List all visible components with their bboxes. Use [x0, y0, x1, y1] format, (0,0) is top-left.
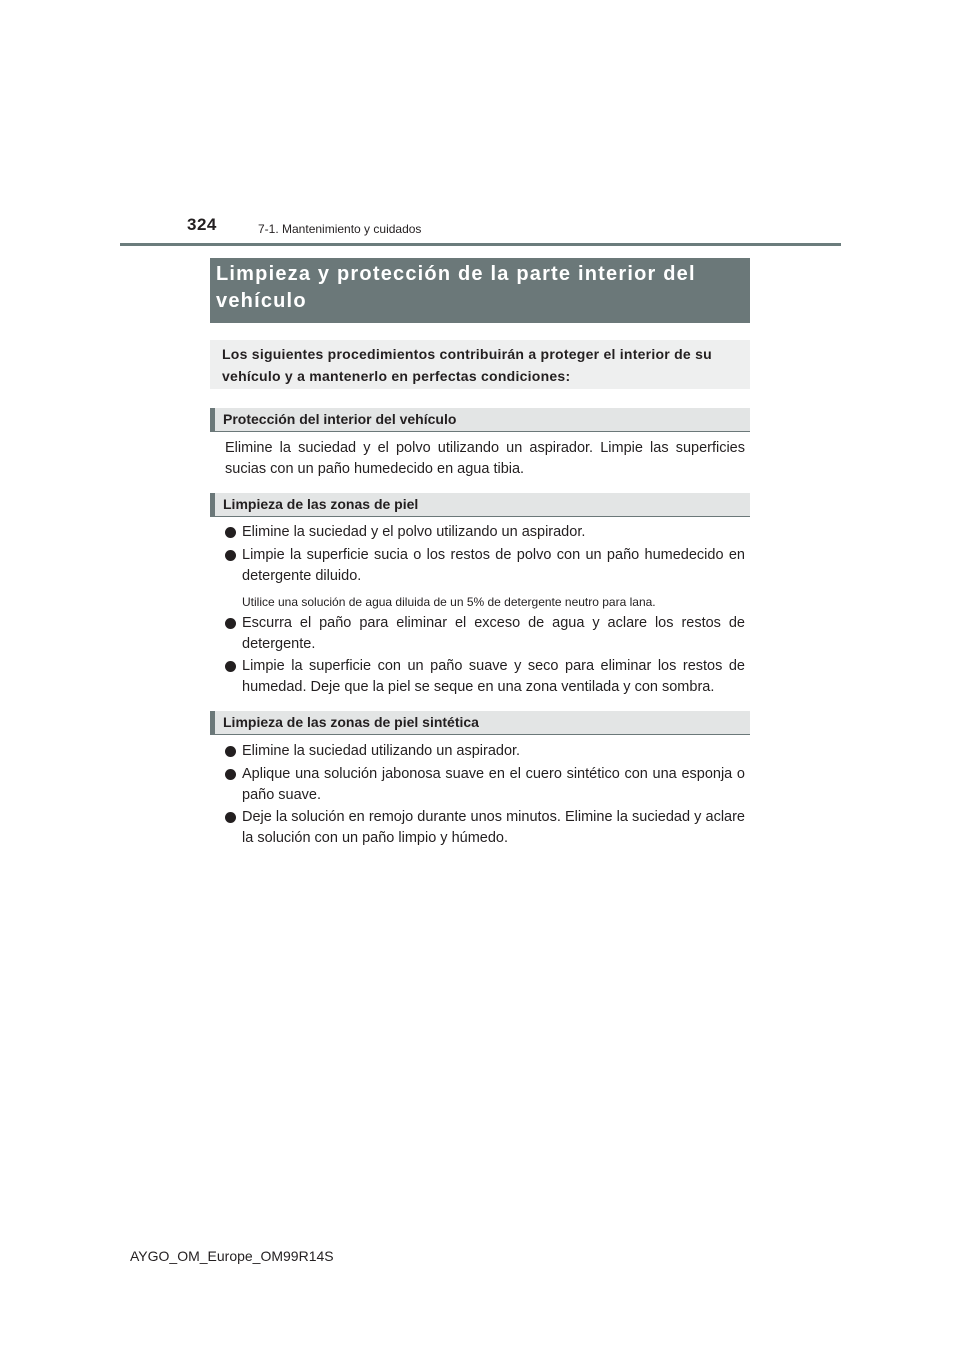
header-rule [120, 243, 841, 246]
list-item [225, 613, 745, 655]
list-item [225, 764, 745, 806]
page-title: Limpieza y protección de la parte interior del vehículo [210, 258, 750, 323]
subheading-leather-cleaning: Limpieza de las zonas de piel [210, 493, 750, 517]
intro-box: Los siguientes procedimientos contribuirán a proteger el interior de su vehículo y a mantenerlo en perfectas condiciones: [210, 340, 750, 389]
list-item [225, 741, 745, 762]
list-item [225, 807, 745, 849]
bullet-icon [225, 618, 236, 629]
section-reference: 7-1. Mantenimiento y cuidados [258, 222, 422, 236]
footer-document-code: AYGO_OM_Europe_OM99R14S [130, 1248, 334, 1264]
list-item-text: Elimine la suciedad y el polvo utilizando un aspirador. [242, 524, 586, 540]
leather-note: Utilice una solución de agua diluida de un 5% de detergente neutro para lana. [242, 595, 656, 609]
bullet-icon [225, 769, 236, 780]
interior-protection-text: Elimine la suciedad y el polvo utilizando un aspirador. Limpie las superficies sucias con un paño humedecido en agua tibia. [225, 440, 745, 477]
subheading-interior-protection: Protección del interior del vehículo [210, 408, 750, 432]
list-item-text: Elimine la suciedad utilizando un aspirador. [242, 743, 521, 759]
list-item-text: Limpie la superficie con un paño suave y seco para eliminar los restos de humedad. Deje que la piel se seque en una zona ventilada y con sombra. [242, 658, 745, 695]
list-item-text: Deje la solución en remojo durante unos minutos. Elimine la suciedad y aclare la solución con un paño limpio y húmedo. [242, 809, 745, 846]
bullet-icon [225, 661, 236, 672]
bullet-icon [225, 812, 236, 823]
bullet-icon [225, 550, 236, 561]
bullet-icon [225, 746, 236, 757]
page-number: 324 [187, 215, 217, 234]
list-item [225, 522, 745, 543]
list-item-text: Limpie la superficie sucia o los restos de polvo con un paño humedecido en detergente diluido. [242, 547, 745, 584]
list-item-text: Aplique una solución jabonosa suave en el cuero sintético con una esponja o paño suave. [242, 766, 745, 803]
list-item-text: Escurra el paño para eliminar el exceso de agua y aclare los restos de detergente. [242, 615, 745, 652]
list-item [225, 656, 745, 698]
subheading-synthetic-leather-cleaning: Limpieza de las zonas de piel sintética [210, 711, 750, 735]
list-item [225, 545, 745, 587]
bullet-icon [225, 527, 236, 538]
